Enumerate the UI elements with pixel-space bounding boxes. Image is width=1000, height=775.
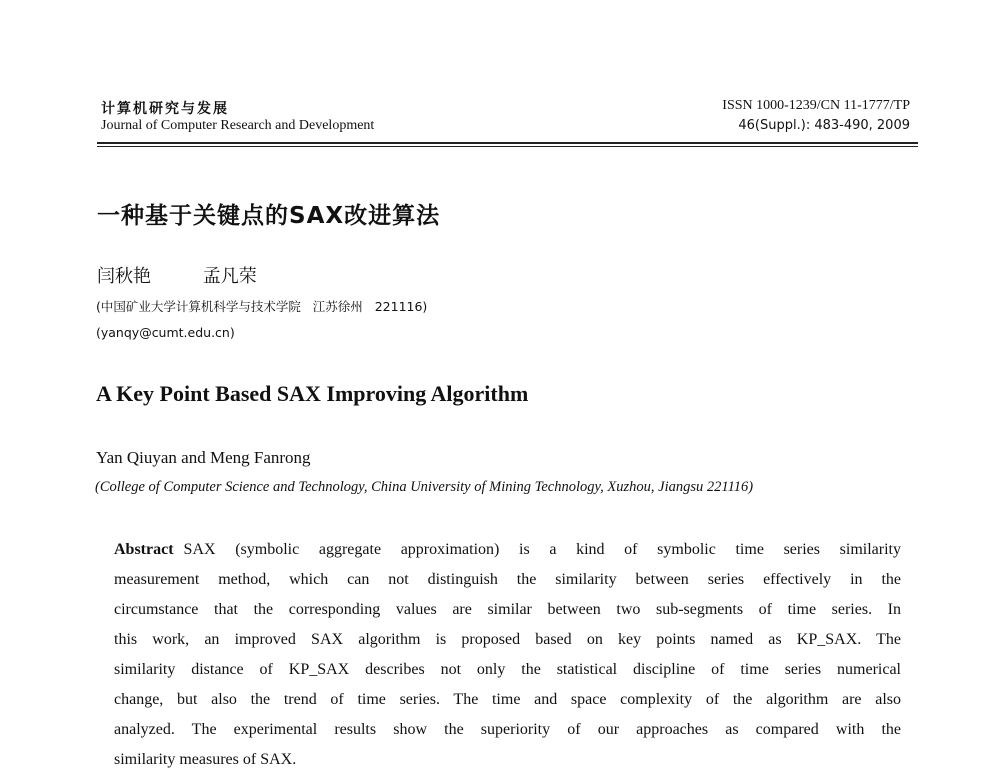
- authors-cn: [97, 262, 257, 288]
- abstract-line-text: SAX (symbolic aggregate approximation) is a kind of symbolic time series similarity: [183, 541, 901, 558]
- abstract-label: Abstract: [114, 541, 174, 558]
- header-rule-thin: [97, 146, 918, 147]
- journal-issn: ISSN 1000-1239/CN 11-1777/TP: [722, 98, 910, 113]
- journal-header-row-2: [97, 118, 918, 140]
- authors-en: Yan Qiuyan and Meng Fanrong: [96, 448, 311, 467]
- journal-name-en: Journal of Computer Research and Development: [101, 118, 375, 133]
- author-email: (yanqy@cumt.edu.cn): [96, 325, 235, 340]
- abstract-line: analyzed. The experimental results show the superiority of our approaches as compared with the: [114, 721, 901, 738]
- abstract-line: circumstance that the corresponding values are similar between two sub-segments of time series. In: [114, 601, 901, 618]
- paper-title-cn: 一种基于关键点的SAX改进算法: [97, 203, 441, 229]
- abstract-line: this work, an improved SAX algorithm is proposed based on key points named as KP_SAX. The: [114, 631, 901, 648]
- abstract: [114, 535, 901, 775]
- journal-header: [97, 96, 918, 147]
- journal-header-row-1: [97, 96, 918, 118]
- journal-name-cn: 计算机研究与发展: [101, 101, 229, 117]
- abstract-line: similarity distance of KP_SAX describes not only the statistical discipline of time series numerical: [114, 661, 901, 678]
- abstract-line: change, but also the trend of time series. The time and space complexity of the algorithm are also: [114, 691, 901, 708]
- author-cn-2: 孟凡荣: [202, 266, 257, 287]
- abstract-line: measurement method, which can not distinguish the similarity between series effectively in the: [114, 571, 901, 588]
- abstract-line: [114, 535, 901, 565]
- header-rule-thick: [97, 142, 918, 144]
- affiliation-en: (College of Computer Science and Technology, China University of Mining Technology, Xuzhou, Jiangsu 221116): [95, 479, 754, 495]
- affiliation-cn: (中国矿业大学计算机科学与技术学院 江苏徐州 221116): [96, 299, 428, 314]
- journal-volume: 46(Suppl.): 483-490, 2009: [738, 118, 910, 133]
- paper-title-en: A Key Point Based SAX Improving Algorithm: [96, 381, 529, 406]
- abstract-line: similarity measures of SAX.: [114, 751, 297, 768]
- author-cn-1: 闫秋艳: [97, 266, 151, 287]
